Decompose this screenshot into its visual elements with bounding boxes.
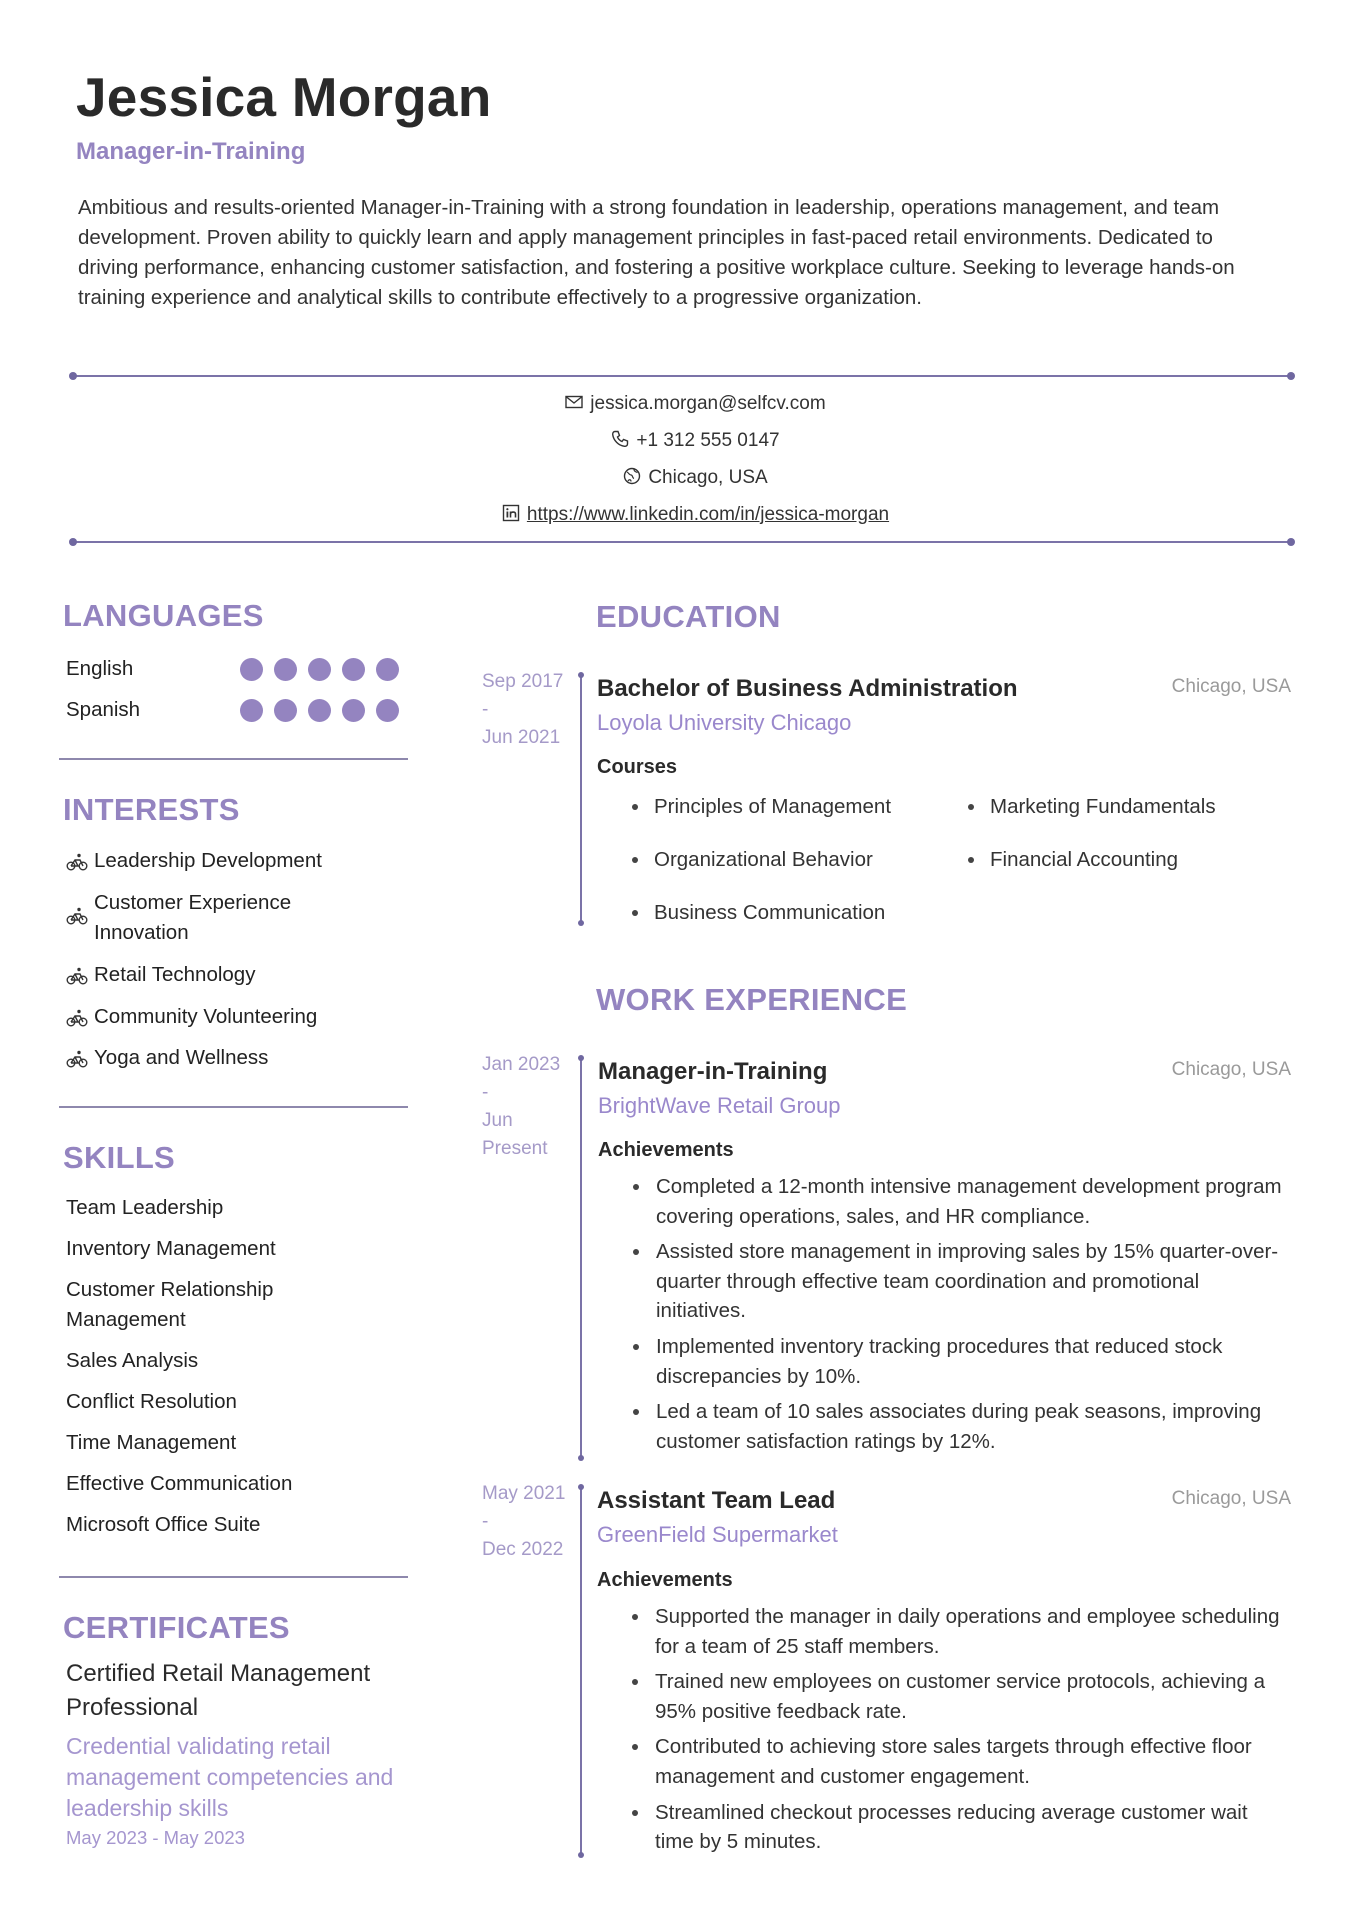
role-title: Manager-in-Training xyxy=(598,1058,828,1085)
date-separator: - xyxy=(482,1511,489,1532)
education-location: Chicago, USA xyxy=(1171,676,1291,697)
phone-icon xyxy=(610,429,630,449)
level-dot xyxy=(342,658,365,681)
bicycle-icon xyxy=(66,852,88,872)
globe-icon xyxy=(622,466,642,486)
interests-heading: INTERESTS xyxy=(63,792,240,827)
course-item: Financial Accounting xyxy=(966,845,1178,875)
achievement-item: Supported the manager in daily operations and employee scheduling for a team of 25 staff members. xyxy=(629,1602,1289,1661)
course-item: Organizational Behavior xyxy=(630,845,873,875)
contact-email[interactable] xyxy=(0,389,1350,419)
language-name: Spanish xyxy=(66,698,141,721)
achievements-label: Achievements xyxy=(598,1139,734,1161)
education-heading: EDUCATION xyxy=(596,599,781,634)
interest-label: Leadership Development xyxy=(94,849,322,872)
interest-item xyxy=(66,846,356,876)
achievement-item: Implemented inventory tracking procedures that reduced stock discrepancies by 10%. xyxy=(630,1332,1290,1391)
skill-item: Sales Analysis xyxy=(66,1349,199,1372)
achievements-label: Achievements xyxy=(597,1569,733,1591)
end-date: Jun xyxy=(482,1110,513,1131)
achievement-item: Completed a 12-month intensive management development program covering operations, sales, and HR compliance. xyxy=(630,1172,1290,1231)
timeline-line xyxy=(580,1487,582,1855)
contact-top-rule xyxy=(73,375,1291,377)
interest-item xyxy=(66,1043,356,1073)
profile-summary: Ambitious and results-oriented Manager-in-Training with a strong foundation in leadership, operations management, and team development. Proven ability to quickly learn and apply management principles in fast-paced retail environments. Dedicated to driving performance, enhancing customer satisfaction, and fostering a positive workplace culture. Seeking to leverage hands-on training experience and analytical skills to contribute effectively to a progressive organization. xyxy=(78,196,1235,309)
experience-dates xyxy=(482,1051,572,1163)
date-separator: - xyxy=(482,699,489,720)
skill-item: Inventory Management xyxy=(66,1237,276,1260)
date-separator: - xyxy=(482,1082,489,1103)
level-dot xyxy=(376,658,399,681)
certificate-dates: May 2023 - May 2023 xyxy=(66,1827,245,1848)
skill-item: Team Leadership xyxy=(66,1196,224,1219)
interest-label: Customer Experience Innovation xyxy=(94,891,292,944)
start-date: Sep 2017 xyxy=(482,671,564,692)
language-row xyxy=(66,693,406,727)
job-title: Manager-in-Training xyxy=(76,138,306,165)
level-dot xyxy=(274,699,297,722)
level-dot xyxy=(376,699,399,722)
achievements-list xyxy=(630,1172,1290,1462)
section-divider xyxy=(59,1106,408,1108)
level-dot xyxy=(308,658,331,681)
certificate-description: Credential validating retail management competencies and leadership skills xyxy=(66,1733,394,1821)
skill-item: Effective Communication xyxy=(66,1472,293,1495)
degree-title: Bachelor of Business Administration xyxy=(597,675,1018,702)
candidate-name: Jessica Morgan xyxy=(76,66,492,128)
course-item: Marketing Fundamentals xyxy=(966,792,1216,822)
certificates-heading: CERTIFICATES xyxy=(63,1610,290,1645)
end-date-status: Present xyxy=(482,1138,548,1159)
school-name: Loyola University Chicago xyxy=(597,710,852,735)
experience-location: Chicago, USA xyxy=(1171,1059,1291,1080)
skill-item: Conflict Resolution xyxy=(66,1390,237,1413)
linkedin-icon xyxy=(501,503,521,523)
interest-label: Yoga and Wellness xyxy=(94,1046,269,1069)
start-date: Jan 2023 xyxy=(482,1054,561,1075)
envelope-icon xyxy=(564,392,584,412)
language-level-dots xyxy=(240,658,399,681)
contact-location xyxy=(0,463,1350,493)
achievement-item: Trained new employees on customer service protocols, achieving a 95% positive feedback rate. xyxy=(629,1667,1289,1726)
end-date: Dec 2022 xyxy=(482,1539,564,1560)
contact-linkedin[interactable] xyxy=(0,500,1350,530)
bicycle-icon xyxy=(66,1008,88,1028)
skill-item: Microsoft Office Suite xyxy=(66,1513,261,1536)
section-divider xyxy=(59,758,408,760)
phone-text: +1 312 555 0147 xyxy=(636,430,780,451)
skills-heading: SKILLS xyxy=(63,1140,176,1175)
course-item: Principles of Management xyxy=(630,792,891,822)
education-dates xyxy=(482,668,572,752)
level-dot xyxy=(342,699,365,722)
languages-heading: LANGUAGES xyxy=(63,598,264,633)
interest-label: Retail Technology xyxy=(94,963,256,986)
course-item: Business Communication xyxy=(630,898,885,928)
location-text: Chicago, USA xyxy=(648,467,768,488)
bicycle-icon xyxy=(66,1049,88,1069)
certificate-name: Certified Retail Management Professional xyxy=(66,1660,371,1721)
level-dot xyxy=(274,658,297,681)
linkedin-link[interactable]: https://www.linkedin.com/in/jessica-morgan xyxy=(526,504,890,525)
start-date: May 2021 xyxy=(482,1483,566,1504)
skill-item: Time Management xyxy=(66,1431,237,1454)
company-name: BrightWave Retail Group xyxy=(598,1093,841,1118)
email-text: jessica.morgan@selfcv.com xyxy=(590,393,826,414)
achievement-item: Streamlined checkout processes reducing average customer wait time by 5 minutes. xyxy=(629,1798,1289,1857)
contact-phone[interactable] xyxy=(0,426,1350,456)
achievements-list xyxy=(629,1602,1289,1863)
level-dot xyxy=(240,658,263,681)
achievement-item: Assisted store management in improving sales by 15% quarter-over-quarter through effective team coordination and promotional initiatives. xyxy=(630,1237,1290,1326)
role-title: Assistant Team Lead xyxy=(597,1487,836,1514)
bicycle-icon xyxy=(66,966,88,986)
timeline-line xyxy=(580,1058,582,1458)
interest-item xyxy=(66,1002,356,1032)
timeline-line xyxy=(580,675,582,923)
skill-item: Customer Relationship Management xyxy=(66,1278,274,1331)
achievement-item: Led a team of 10 sales associates during peak seasons, improving customer satisfaction ratings by 12%. xyxy=(630,1397,1290,1456)
courses-label: Courses xyxy=(597,756,678,778)
experience-location: Chicago, USA xyxy=(1171,1488,1291,1509)
experience-heading: WORK EXPERIENCE xyxy=(596,982,908,1017)
company-name: GreenField Supermarket xyxy=(597,1522,838,1547)
level-dot xyxy=(308,699,331,722)
level-dot xyxy=(240,699,263,722)
language-row xyxy=(66,652,406,686)
interest-item xyxy=(66,960,356,990)
experience-dates xyxy=(482,1480,572,1564)
bicycle-icon xyxy=(66,906,88,926)
language-name: English xyxy=(66,657,134,680)
end-date: Jun 2021 xyxy=(482,727,561,748)
interest-item xyxy=(66,888,356,948)
contact-bottom-rule xyxy=(73,541,1291,543)
interest-label: Community Volunteering xyxy=(94,1005,318,1028)
section-divider xyxy=(59,1576,408,1578)
achievement-item: Contributed to achieving store sales targets through effective floor management and customer engagement. xyxy=(629,1732,1289,1791)
language-level-dots xyxy=(240,699,399,722)
